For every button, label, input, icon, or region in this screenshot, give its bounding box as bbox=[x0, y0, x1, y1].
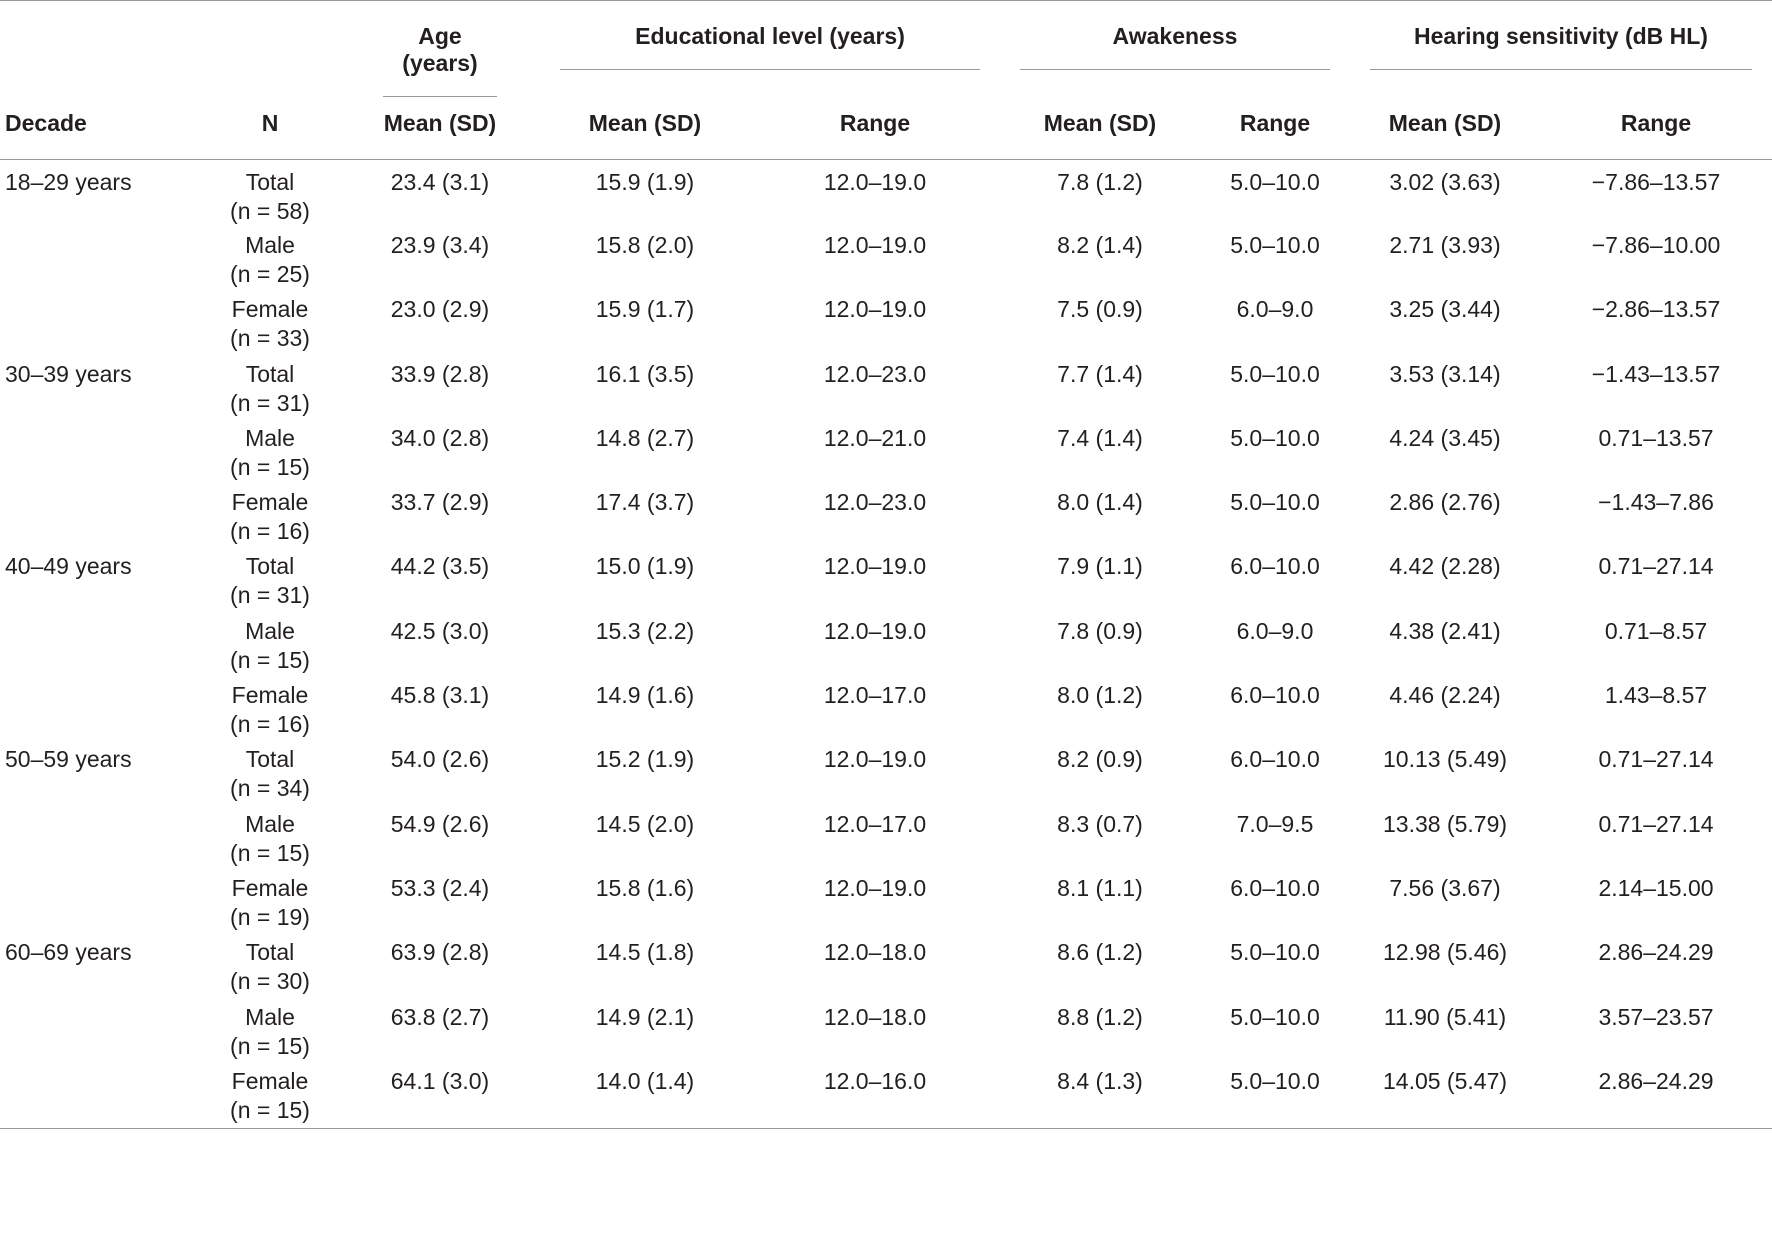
edu-mean-cell: 14.0 (1.4) bbox=[595, 1067, 695, 1094]
hs-mean-cell: 11.90 (5.41) bbox=[1383, 1003, 1507, 1030]
n-cell bbox=[200, 935, 340, 999]
awk-mean-cell: 8.1 (1.1) bbox=[1057, 874, 1143, 901]
edu-range-cell: 12.0–17.0 bbox=[823, 682, 927, 709]
edu-mean-cell: 15.2 (1.9) bbox=[595, 746, 695, 773]
awk-mean-cell: 7.8 (0.9) bbox=[1057, 617, 1143, 644]
group-label: Total bbox=[245, 553, 295, 580]
table-row bbox=[0, 614, 1772, 678]
awk-range-cell: 6.0–10.0 bbox=[1230, 553, 1320, 580]
hs-mean-cell: 4.46 (2.24) bbox=[1389, 682, 1501, 709]
edu-mean-cell: 15.9 (1.9) bbox=[595, 168, 695, 195]
awk-range-cell: 5.0–10.0 bbox=[1230, 1003, 1320, 1030]
edu-mean-cell: 14.5 (1.8) bbox=[595, 939, 695, 966]
hs-mean-cell: 2.86 (2.76) bbox=[1389, 489, 1501, 516]
table-row bbox=[0, 678, 1772, 742]
group-label: Male bbox=[245, 232, 295, 258]
awk-range-cell: 5.0–10.0 bbox=[1230, 1067, 1320, 1094]
group-label: Total bbox=[245, 168, 295, 195]
decade-cell bbox=[0, 871, 200, 935]
group-count: (n = 33) bbox=[230, 325, 310, 352]
decade-cell bbox=[0, 1000, 200, 1064]
hs-range-cell: −1.43–7.86 bbox=[1598, 489, 1714, 516]
edu-range-cell: 12.0–21.0 bbox=[823, 424, 927, 451]
age-mean-cell: 63.9 (2.8) bbox=[390, 939, 490, 966]
age-mean-cell: 23.4 (3.1) bbox=[390, 168, 490, 195]
table-row bbox=[0, 292, 1772, 356]
edu-range-cell: 12.0–19.0 bbox=[823, 617, 927, 644]
awk-range-cell: 5.0–10.0 bbox=[1230, 489, 1320, 516]
bottom-rule bbox=[0, 1128, 1772, 1129]
table-body bbox=[0, 159, 1772, 1128]
table-row bbox=[0, 1064, 1772, 1128]
header-group-age: Age (years) bbox=[340, 5, 540, 97]
hs-range-cell: 0.71–13.57 bbox=[1598, 424, 1714, 451]
group-count: (n = 58) bbox=[230, 197, 310, 224]
edu-mean-cell: 14.8 (2.7) bbox=[595, 424, 695, 451]
decade-cell bbox=[0, 228, 200, 292]
awk-mean-cell: 8.4 (1.3) bbox=[1057, 1067, 1143, 1094]
header-group-row bbox=[0, 5, 1772, 97]
decade-cell bbox=[0, 292, 200, 356]
header-hs-mean: Mean (SD) bbox=[1388, 110, 1502, 136]
hs-mean-cell: 3.53 (3.14) bbox=[1389, 360, 1501, 387]
awk-mean-cell: 8.2 (0.9) bbox=[1057, 746, 1143, 773]
edu-mean-cell: 17.4 (3.7) bbox=[595, 489, 695, 516]
decade-cell: 50–59 years bbox=[5, 746, 132, 773]
group-label: Female bbox=[231, 1067, 309, 1094]
n-cell bbox=[200, 742, 340, 806]
hs-range-cell: 0.71–27.14 bbox=[1598, 746, 1714, 773]
hs-range-cell: 0.71–27.14 bbox=[1598, 553, 1714, 580]
group-label: Female bbox=[231, 296, 309, 323]
hs-range-cell: 1.43–8.57 bbox=[1604, 682, 1708, 709]
group-label: Female bbox=[231, 489, 309, 516]
header-hs-range: Range bbox=[1620, 110, 1692, 136]
age-mean-cell: 54.0 (2.6) bbox=[390, 746, 490, 773]
awk-range-cell: 5.0–10.0 bbox=[1230, 939, 1320, 966]
n-cell bbox=[200, 485, 340, 549]
group-label: Male bbox=[245, 424, 295, 451]
decade-cell: 40–49 years bbox=[5, 553, 132, 580]
header-edu-mean: Mean (SD) bbox=[588, 110, 702, 136]
edu-range-cell: 12.0–23.0 bbox=[823, 489, 927, 516]
n-cell bbox=[200, 1000, 340, 1064]
age-mean-cell: 23.0 (2.9) bbox=[390, 296, 490, 323]
age-mean-cell: 63.8 (2.7) bbox=[390, 1003, 490, 1030]
age-mean-cell: 42.5 (3.0) bbox=[390, 617, 490, 644]
n-cell bbox=[200, 421, 340, 485]
edu-range-cell: 12.0–17.0 bbox=[823, 810, 927, 837]
group-label: Total bbox=[245, 939, 295, 966]
header-group-education: Educational level (years) bbox=[540, 5, 1000, 97]
n-cell bbox=[200, 678, 340, 742]
awk-mean-cell: 7.5 (0.9) bbox=[1057, 296, 1143, 323]
group-label: Female bbox=[231, 874, 309, 901]
header-awk-range: Range bbox=[1239, 110, 1311, 136]
awk-range-cell: 7.0–9.5 bbox=[1236, 810, 1314, 837]
age-mean-cell: 23.9 (3.4) bbox=[390, 232, 490, 258]
hs-mean-cell: 12.98 (5.46) bbox=[1382, 939, 1508, 966]
group-count: (n = 34) bbox=[230, 775, 310, 802]
n-cell bbox=[200, 807, 340, 871]
hs-mean-cell: 4.24 (3.45) bbox=[1389, 424, 1501, 451]
hs-mean-cell: 2.71 (3.93) bbox=[1389, 232, 1501, 258]
edu-range-cell: 12.0–19.0 bbox=[823, 168, 927, 195]
group-count: (n = 15) bbox=[230, 646, 310, 673]
table-row bbox=[0, 742, 1772, 806]
table-row bbox=[0, 485, 1772, 549]
group-label: Total bbox=[245, 360, 295, 387]
decade-cell bbox=[0, 807, 200, 871]
header-spacer-decade bbox=[0, 5, 200, 97]
decade-cell bbox=[0, 614, 200, 678]
group-count: (n = 15) bbox=[230, 1096, 310, 1123]
group-label: Male bbox=[245, 810, 295, 837]
awk-mean-cell: 8.0 (1.4) bbox=[1057, 489, 1143, 516]
edu-mean-cell: 15.3 (2.2) bbox=[595, 617, 695, 644]
awk-mean-cell: 7.7 (1.4) bbox=[1057, 360, 1143, 387]
group-count: (n = 15) bbox=[230, 839, 310, 866]
decade-cell: 30–39 years bbox=[5, 360, 132, 387]
hs-mean-cell: 10.13 (5.49) bbox=[1382, 746, 1508, 773]
header-group-awakeness: Awakeness bbox=[1000, 5, 1350, 97]
age-mean-cell: 53.3 (2.4) bbox=[390, 874, 490, 901]
edu-range-cell: 12.0–19.0 bbox=[823, 874, 927, 901]
group-label: Male bbox=[245, 1003, 295, 1030]
hs-range-cell: 0.71–27.14 bbox=[1598, 810, 1714, 837]
header-edu-range: Range bbox=[839, 110, 911, 136]
decade-cell bbox=[0, 485, 200, 549]
awk-range-cell: 5.0–10.0 bbox=[1230, 424, 1320, 451]
table-row bbox=[0, 1000, 1772, 1064]
header-age-mean: Mean (SD) bbox=[383, 110, 497, 136]
hs-mean-cell: 7.56 (3.67) bbox=[1389, 874, 1501, 901]
edu-mean-cell: 14.9 (2.1) bbox=[595, 1003, 695, 1030]
group-count: (n = 31) bbox=[230, 389, 310, 416]
awk-mean-cell: 7.4 (1.4) bbox=[1057, 424, 1143, 451]
table-row bbox=[0, 421, 1772, 485]
table-row bbox=[0, 871, 1772, 935]
n-cell bbox=[200, 228, 340, 292]
awk-range-cell: 6.0–10.0 bbox=[1230, 682, 1320, 709]
n-cell bbox=[200, 159, 340, 228]
table-row bbox=[0, 159, 1772, 228]
edu-mean-cell: 16.1 (3.5) bbox=[595, 360, 695, 387]
header-awk-mean: Mean (SD) bbox=[1043, 110, 1157, 136]
age-mean-cell: 44.2 (3.5) bbox=[390, 553, 490, 580]
n-cell bbox=[200, 614, 340, 678]
awk-range-cell: 5.0–10.0 bbox=[1230, 168, 1320, 195]
table-row bbox=[0, 549, 1772, 613]
decade-cell bbox=[0, 1064, 200, 1128]
hs-mean-cell: 4.38 (2.41) bbox=[1389, 617, 1501, 644]
group-count: (n = 25) bbox=[230, 261, 310, 287]
group-count: (n = 19) bbox=[230, 903, 310, 930]
hs-range-cell: −7.86–13.57 bbox=[1591, 168, 1721, 195]
group-label: Female bbox=[231, 682, 309, 709]
edu-range-cell: 12.0–19.0 bbox=[823, 232, 927, 258]
awk-range-cell: 5.0–10.0 bbox=[1230, 360, 1320, 387]
table-header bbox=[0, 1, 1772, 160]
awk-mean-cell: 8.0 (1.2) bbox=[1057, 682, 1143, 709]
hs-range-cell: −7.86–10.00 bbox=[1591, 232, 1721, 258]
hs-mean-cell: 14.05 (5.47) bbox=[1382, 1067, 1508, 1094]
awk-mean-cell: 8.2 (1.4) bbox=[1057, 232, 1143, 258]
group-count: (n = 15) bbox=[230, 453, 310, 480]
hs-range-cell: 2.86–24.29 bbox=[1598, 939, 1714, 966]
hs-range-cell: 2.14–15.00 bbox=[1598, 874, 1714, 901]
hs-mean-cell: 3.02 (3.63) bbox=[1389, 168, 1501, 195]
edu-range-cell: 12.0–18.0 bbox=[823, 1003, 927, 1030]
table-row bbox=[0, 357, 1772, 421]
hs-mean-cell: 13.38 (5.79) bbox=[1382, 810, 1508, 837]
edu-range-cell: 12.0–19.0 bbox=[823, 553, 927, 580]
header-spacer-n bbox=[200, 5, 340, 97]
header-group-hearing: Hearing sensitivity (dB HL) bbox=[1350, 5, 1772, 97]
hs-range-cell: −1.43–13.57 bbox=[1591, 360, 1721, 387]
n-cell bbox=[200, 549, 340, 613]
header-column-row bbox=[0, 97, 1772, 159]
awk-range-cell: 5.0–10.0 bbox=[1230, 232, 1320, 258]
n-cell bbox=[200, 1064, 340, 1128]
hs-range-cell: 2.86–24.29 bbox=[1598, 1067, 1714, 1094]
awk-mean-cell: 8.8 (1.2) bbox=[1057, 1003, 1143, 1030]
hs-range-cell: −2.86–13.57 bbox=[1591, 296, 1721, 323]
age-mean-cell: 54.9 (2.6) bbox=[390, 810, 490, 837]
n-cell bbox=[200, 292, 340, 356]
group-label: Male bbox=[245, 617, 295, 644]
awk-range-cell: 6.0–9.0 bbox=[1236, 296, 1314, 323]
awk-range-cell: 6.0–9.0 bbox=[1236, 617, 1314, 644]
edu-range-cell: 12.0–19.0 bbox=[823, 296, 927, 323]
edu-range-cell: 12.0–19.0 bbox=[823, 746, 927, 773]
group-label: Total bbox=[245, 746, 295, 773]
table-row bbox=[0, 935, 1772, 999]
edu-range-cell: 12.0–18.0 bbox=[823, 939, 927, 966]
edu-mean-cell: 15.8 (2.0) bbox=[595, 232, 695, 258]
age-mean-cell: 64.1 (3.0) bbox=[390, 1067, 490, 1094]
edu-mean-cell: 15.9 (1.7) bbox=[595, 296, 695, 323]
table-row bbox=[0, 228, 1772, 292]
edu-range-cell: 12.0–16.0 bbox=[823, 1067, 927, 1094]
table-row bbox=[0, 807, 1772, 871]
decade-cell: 60–69 years bbox=[5, 939, 132, 966]
edu-mean-cell: 14.5 (2.0) bbox=[595, 810, 695, 837]
edu-range-cell: 12.0–23.0 bbox=[823, 360, 927, 387]
group-count: (n = 16) bbox=[230, 518, 310, 545]
group-count: (n = 16) bbox=[230, 711, 310, 738]
edu-mean-cell: 15.0 (1.9) bbox=[595, 553, 695, 580]
awk-mean-cell: 8.6 (1.2) bbox=[1057, 939, 1143, 966]
awk-mean-cell: 7.8 (1.2) bbox=[1057, 168, 1143, 195]
n-cell bbox=[200, 357, 340, 421]
awk-mean-cell: 7.9 (1.1) bbox=[1057, 553, 1143, 580]
age-mean-cell: 33.7 (2.9) bbox=[390, 489, 490, 516]
hs-mean-cell: 4.42 (2.28) bbox=[1389, 553, 1501, 580]
awk-range-cell: 6.0–10.0 bbox=[1230, 874, 1320, 901]
age-mean-cell: 34.0 (2.8) bbox=[390, 424, 490, 451]
group-count: (n = 30) bbox=[230, 968, 310, 995]
header-n: N bbox=[261, 110, 279, 136]
hs-range-cell: 0.71–8.57 bbox=[1604, 617, 1708, 644]
group-count: (n = 15) bbox=[230, 1032, 310, 1059]
decade-cell bbox=[0, 421, 200, 485]
awk-range-cell: 6.0–10.0 bbox=[1230, 746, 1320, 773]
decade-cell: 18–29 years bbox=[5, 168, 132, 195]
group-count: (n = 31) bbox=[230, 582, 310, 609]
edu-mean-cell: 14.9 (1.6) bbox=[595, 682, 695, 709]
awk-mean-cell: 8.3 (0.7) bbox=[1057, 810, 1143, 837]
hs-range-cell: 3.57–23.57 bbox=[1598, 1003, 1714, 1030]
n-cell bbox=[200, 871, 340, 935]
hs-mean-cell: 3.25 (3.44) bbox=[1389, 296, 1501, 323]
header-decade: Decade bbox=[5, 110, 87, 136]
age-mean-cell: 45.8 (3.1) bbox=[390, 682, 490, 709]
age-mean-cell: 33.9 (2.8) bbox=[390, 360, 490, 387]
edu-mean-cell: 15.8 (1.6) bbox=[595, 874, 695, 901]
decade-cell bbox=[0, 678, 200, 742]
